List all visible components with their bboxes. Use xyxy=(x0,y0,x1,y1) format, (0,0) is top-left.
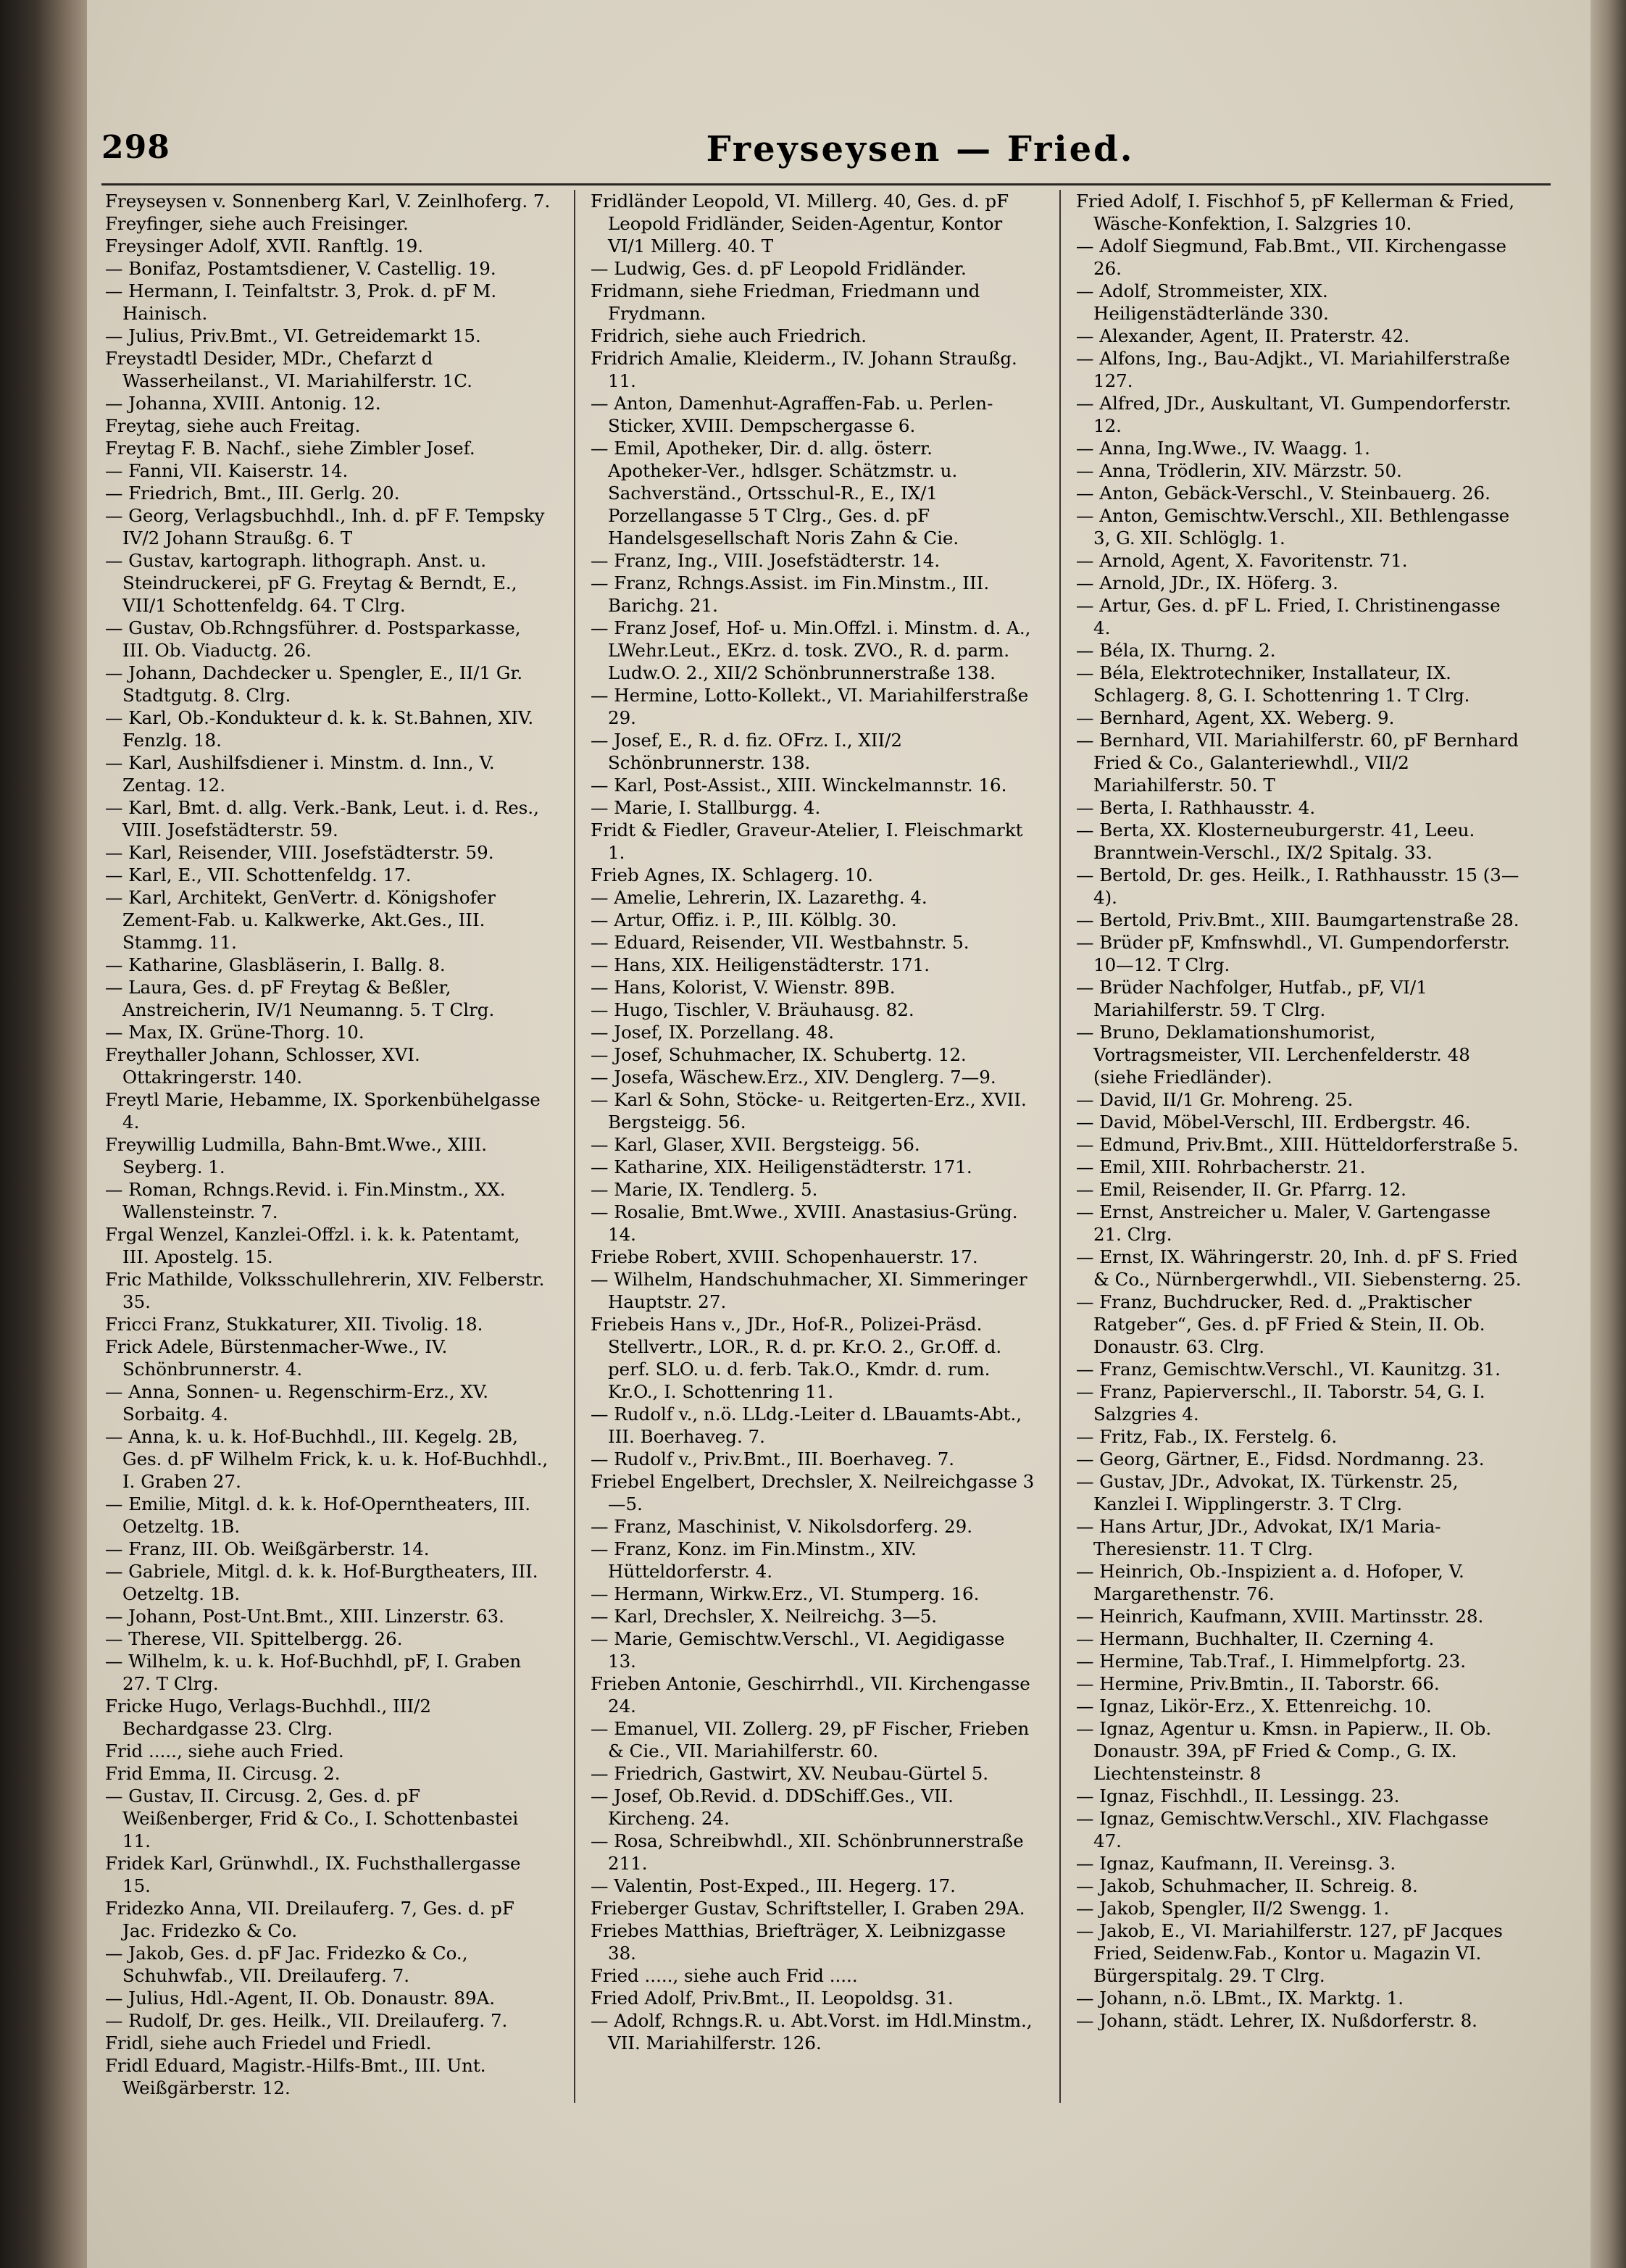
directory-entry: — Jakob, E., VI. Mariahilferstr. 127, pF Jacques Fried, Seidenw.Fab., Kontor u. Magazin VI. Bürgerspitalg. 29. T Clrg. xyxy=(1076,1920,1503,1986)
directory-entry: — Anna, Ing.Wwe., IV. Waagg. 1. xyxy=(1076,438,1370,459)
directory-entry: — Karl, Post-Assist., XIII. Winckelmannstr. 16. xyxy=(591,775,1007,796)
directory-entry: — Alfred, JDr., Auskultant, VI. Gumpendorferstr. 12. xyxy=(1076,393,1512,436)
directory-entry: Frick Adele, Bürstenmacher-Wwe., IV. Schönbrunnerstr. 4. xyxy=(105,1336,448,1380)
directory-entry: — Jakob, Ges. d. pF Jac. Fridezko & Co., Schuhwfab., VII. Dreilauferg. 7. xyxy=(105,1943,468,1986)
directory-entry: — Friedrich, Bmt., III. Gerlg. 20. xyxy=(105,483,400,504)
directory-entry: Freyfinger, siehe auch Freisinger. xyxy=(105,213,409,234)
directory-entry: — Alfons, Ing., Bau-Adjkt., VI. Mariahilferstraße 127. xyxy=(1076,348,1510,391)
directory-entry: — Ludwig, Ges. d. pF Leopold Fridländer. xyxy=(591,258,967,279)
directory-entry: Frid ....., siehe auch Fried. xyxy=(105,1740,344,1762)
directory-entry: — Emil, Reisender, II. Gr. Pfarrg. 12. xyxy=(1076,1179,1406,1200)
directory-entry: Fridl, siehe auch Friedel und Friedl. xyxy=(105,2033,432,2054)
directory-entry: — Johann, städt. Lehrer, IX. Nußdorferstr. 8. xyxy=(1076,2010,1477,2031)
directory-entry: — Hans, XIX. Heiligenstädterstr. 171. xyxy=(591,954,930,975)
directory-entry: — Ernst, Anstreicher u. Maler, V. Gartengasse 21. Clrg. xyxy=(1076,1201,1491,1245)
directory-entry: — Jakob, Schuhmacher, II. Schreig. 8. xyxy=(1076,1875,1418,1896)
running-head: Freyseysen — Fried. xyxy=(706,129,1135,170)
directory-entry: Fridezko Anna, VII. Dreilauferg. 7, Ges. d. pF Jac. Fridezko & Co. xyxy=(105,1898,514,1941)
directory-entry: — Rosalie, Bmt.Wwe., XVIII. Anastasius-Grüng. 14. xyxy=(591,1201,1018,1245)
directory-entry: — Julius, Hdl.-Agent, II. Ob. Donaustr. 89A. xyxy=(105,1988,496,2009)
directory-entry: — Max, IX. Grüne-Thorg. 10. xyxy=(105,1022,364,1043)
directory-entry: — Franz, Ing., VIII. Josefstädterstr. 14. xyxy=(591,550,941,571)
directory-entry: — Marie, Gemischtw.Verschl., VI. Aegidigasse 13. xyxy=(591,1628,1005,1672)
directory-entry: Fridek Karl, Grünwhdl., IX. Fuchsthallergasse 15. xyxy=(105,1853,521,1896)
directory-entry: — Adolf Siegmund, Fab.Bmt., VII. Kirchengasse 26. xyxy=(1076,235,1507,279)
directory-entry: — Karl, Aushilfsdiener i. Minstm. d. Inn., V. Zentag. 12. xyxy=(105,752,495,796)
column-3 xyxy=(1076,190,1522,2255)
directory-entry: — Emilie, Mitgl. d. k. k. Hof-Operntheaters, III. Oetzeltg. 1B. xyxy=(105,1493,531,1537)
directory-entry: Fridrich, siehe auch Friedrich. xyxy=(591,325,867,346)
directory-entry: — Julius, Priv.Bmt., VI. Getreidemarkt 15. xyxy=(105,325,481,346)
directory-entry: Frieberger Gustav, Schriftsteller, I. Graben 29A. xyxy=(591,1898,1025,1919)
page-header xyxy=(101,129,1543,180)
directory-entry: — Franz, Gemischtw.Verschl., VI. Kaunitzg. 31. xyxy=(1076,1359,1501,1380)
directory-entry: — Gustav, Ob.Rchngsführer. d. Postsparkasse, III. Ob. Viaductg. 26. xyxy=(105,617,521,661)
directory-entry: — Hugo, Tischler, V. Bräuhausg. 82. xyxy=(591,999,914,1020)
directory-entry: — Adolf, Strommeister, XIX. Heiligenstädterlände 330. xyxy=(1076,280,1329,324)
directory-entry: Fricci Franz, Stukkaturer, XII. Tivolig. 18. xyxy=(105,1314,483,1335)
directory-entry: — Katharine, XIX. Heiligenstädterstr. 171. xyxy=(591,1156,972,1177)
directory-entry: — Heinrich, Kaufmann, XVIII. Martinsstr. 28. xyxy=(1076,1606,1484,1627)
directory-entry: — Ignaz, Fischhdl., II. Lessingg. 23. xyxy=(1076,1785,1400,1806)
directory-entry: Friebeis Hans v., JDr., Hof-R., Polizei-Präsd. Stellvertr., LOR., R. d. pr. Kr.O. 2., Gr.Off. d. perf. SLO. u. d. ferb. Tak.O., Kmdr. d. rum. Kr.O., I. Schottenring 11. xyxy=(591,1314,1002,1402)
directory-entry: — Hermine, Tab.Traf., I. Himmelpfortg. 23. xyxy=(1076,1651,1467,1672)
directory-entry: — Bonifaz, Postamtsdiener, V. Castellig. 19. xyxy=(105,258,496,279)
directory-entry: Friebes Matthias, Briefträger, X. Leibnizgasse 38. xyxy=(591,1920,1006,1964)
directory-entry: — Wilhelm, Handschuhmacher, XI. Simmeringer Hauptstr. 27. xyxy=(591,1269,1027,1312)
directory-entry: — Anna, k. u. k. Hof-Buchhdl., III. Kegelg. 2B, Ges. d. pF Wilhelm Frick, k. u. k. Hof-Buchhdl., I. Graben 27. xyxy=(105,1426,549,1492)
directory-entry: — Hans Artur, JDr., Advokat, IX/1 Maria-Theresienstr. 11. T Clrg. xyxy=(1076,1516,1441,1559)
directory-entry: — Gustav, II. Circusg. 2, Ges. d. pF Weißenberger, Frid & Co., I. Schottenbastei 11. xyxy=(105,1785,519,1851)
directory-entry: — Bertold, Dr. ges. Heilk., I. Rathhausstr. 15 (3—4). xyxy=(1076,864,1519,908)
book-spine-edge xyxy=(0,0,87,2268)
header-rule xyxy=(101,183,1551,185)
directory-entry: — Franz, Rchngs.Assist. im Fin.Minstm., III. Barichg. 21. xyxy=(591,572,990,616)
directory-entry: — Anna, Trödlerin, XIV. Märzstr. 50. xyxy=(1076,460,1402,481)
directory-entry: — Josef, Ob.Revid. d. DDSchiff.Ges., VII. Kircheng. 24. xyxy=(591,1785,954,1829)
directory-entry: — Eduard, Reisender, VII. Westbahnstr. 5. xyxy=(591,932,970,953)
directory-entry: — Josefa, Wäschew.Erz., XIV. Denglerg. 7—9. xyxy=(591,1067,996,1088)
directory-entry: Friebe Robert, XVIII. Schopenhauerstr. 17. xyxy=(591,1246,978,1267)
directory-entry: — Franz, Buchdrucker, Red. d. „Praktischer Ratgeber“, Ges. d. pF Fried & Stein, II. Ob. Donaustr. 63. Clrg. xyxy=(1076,1291,1485,1357)
directory-entry: — Josef, E., R. d. fiz. OFrz. I., XII/2 Schönbrunnerstr. 138. xyxy=(591,730,903,773)
directory-entry: — Gustav, kartograph. lithograph. Anst. u. Steindruckerei, pF G. Freytag & Berndt, E., VII/1 Schottenfeldg. 64. T Clrg. xyxy=(105,550,517,616)
directory-entry: Fridl Eduard, Magistr.-Hilfs-Bmt., III. Unt. Weißgärberstr. 12. xyxy=(105,2055,486,2098)
directory-entry: — Ignaz, Likör-Erz., X. Ettenreichg. 10. xyxy=(1076,1696,1432,1717)
directory-entry: Frid Emma, II. Circusg. 2. xyxy=(105,1763,341,1784)
directory-entry: — Wilhelm, k. u. k. Hof-Buchhdl, pF, I. Graben 27. T Clrg. xyxy=(105,1651,522,1694)
directory-entry: Freytl Marie, Hebamme, IX. Sporkenbühelgasse 4. xyxy=(105,1089,541,1133)
directory-entry: — Bernhard, VII. Mariahilferstr. 60, pF Bernhard Fried & Co., Galanteriewhdl., VII/2 Mariahilferstr. 50. T xyxy=(1076,730,1519,796)
directory-entry: — Berta, I. Rathhausstr. 4. xyxy=(1076,797,1316,818)
directory-entry: Fridrich Amalie, Kleiderm., IV. Johann Straußg. 11. xyxy=(591,348,1017,391)
directory-entry: — Karl & Sohn, Stöcke- u. Reitgerten-Erz., XVII. Bergsteigg. 56. xyxy=(591,1089,1027,1133)
directory-entry: — Gustav, JDr., Advokat, IX. Türkenstr. 25, Kanzlei I. Wipplingerstr. 3. T Clrg. xyxy=(1076,1471,1459,1514)
directory-entry: — Brüder Nachfolger, Hutfab., pF, VI/1 Mariahilferstr. 59. T Clrg. xyxy=(1076,977,1427,1020)
directory-entry: — Amelie, Lehrerin, IX. Lazarethg. 4. xyxy=(591,887,927,908)
directory-entry: — Artur, Offiz. i. P., III. Kölblg. 30. xyxy=(591,909,897,930)
directory-entry: — Johann, Dachdecker u. Spengler, E., II/1 Gr. Stadtgutg. 8. Clrg. xyxy=(105,662,523,706)
directory-entry: Freyseysen v. Sonnenberg Karl, V. Zeinlhoferg. 7. xyxy=(105,191,551,212)
directory-entry: — Rudolf v., Priv.Bmt., III. Boerhaveg. 7. xyxy=(591,1448,955,1469)
directory-entry: — Franz, III. Ob. Weißgärberstr. 14. xyxy=(105,1538,430,1559)
directory-entry: — Arnold, Agent, X. Favoritenstr. 71. xyxy=(1076,550,1408,571)
directory-entry: — Emil, XIII. Rohrbacherstr. 21. xyxy=(1076,1156,1366,1177)
directory-entry: — David, Möbel-Verschl, III. Erdbergstr. 46. xyxy=(1076,1112,1471,1133)
directory-entry: Fried Adolf, Priv.Bmt., II. Leopoldsg. 31. xyxy=(591,1988,954,2009)
directory-entry: — Ignaz, Gemischtw.Verschl., XIV. Flachgasse 47. xyxy=(1076,1808,1489,1851)
directory-entry: — Franz Josef, Hof- u. Min.Offzl. i. Minstm. d. A., LWehr.Leut., EKrz. d. tosk. ZVO., R. d. parm. Ludw.O. 2., XII/2 Schönbrunnerstraße 138. xyxy=(591,617,1031,683)
directory-entry: Freytag, siehe auch Freitag. xyxy=(105,415,361,436)
directory-entry: — Alexander, Agent, II. Praterstr. 42. xyxy=(1076,325,1410,346)
directory-entry: — Arnold, JDr., IX. Höferg. 3. xyxy=(1076,572,1338,593)
directory-entry: — David, II/1 Gr. Mohreng. 25. xyxy=(1076,1089,1354,1110)
directory-entry: — Gabriele, Mitgl. d. k. k. Hof-Burgtheaters, III. Oetzeltg. 1B. xyxy=(105,1561,538,1604)
directory-entry: Friebel Engelbert, Drechsler, X. Neilreichgasse 3—5. xyxy=(591,1471,1035,1514)
directory-entry: — Johann, n.ö. LBmt., IX. Marktg. 1. xyxy=(1076,1988,1404,2009)
directory-entry: — Josef, Schuhmacher, IX. Schubertg. 12. xyxy=(591,1044,967,1065)
directory-entry: — Rudolf, Dr. ges. Heilk., VII. Dreilauferg. 7. xyxy=(105,2010,508,2031)
directory-entry: — Georg, Gärtner, E., Fidsd. Nordmanng. 23. xyxy=(1076,1448,1485,1469)
directory-entry: Fridländer Leopold, VI. Millerg. 40, Ges. d. pF Leopold Fridländer, Seiden-Agentur, Kontor VI/1 Millerg. 40. T xyxy=(591,191,1009,257)
directory-entry: Fridmann, siehe Friedman, Friedmann und Frydmann. xyxy=(591,280,980,324)
directory-entry: — Brüder pF, Kmfnswhdl., VI. Gumpendorferstr. 10—12. T Clrg. xyxy=(1076,932,1510,975)
directory-entry: — Bernhard, Agent, XX. Weberg. 9. xyxy=(1076,707,1395,728)
column-1 xyxy=(105,190,551,2255)
directory-entry: — Bertold, Priv.Bmt., XIII. Baumgartenstraße 28. xyxy=(1076,909,1519,930)
directory-entry: — Rudolf v., n.ö. LLdg.-Leiter d. LBauamts-Abt., III. Boerhaveg. 7. xyxy=(591,1404,1022,1447)
directory-entry: Freystadtl Desider, MDr., Chefarzt d Wasserheilanst., VI. Mariahilferstr. 1C. xyxy=(105,348,472,391)
directory-entry: — Friedrich, Gastwirt, XV. Neubau-Gürtel 5. xyxy=(591,1763,989,1784)
directory-entry: — Anton, Damenhut-Agraffen-Fab. u. Perlen-Sticker, XVIII. Dempschergasse 6. xyxy=(591,393,993,436)
directory-entry: — Franz, Papierverschl., II. Taborstr. 54, G. I. Salzgries 4. xyxy=(1076,1381,1485,1425)
directory-entry: — Ignaz, Kaufmann, II. Vereinsg. 3. xyxy=(1076,1853,1396,1874)
directory-entry: — Béla, Elektrotechniker, Installateur, IX. Schlagerg. 8, G. I. Schottenring 1. T Clrg. xyxy=(1076,662,1470,706)
directory-entry: — Josef, IX. Porzellang. 48. xyxy=(591,1022,835,1043)
directory-entry: — Georg, Verlagsbuchhdl., Inh. d. pF F. Tempsky IV/2 Johann Straußg. 6. T xyxy=(105,505,545,549)
directory-entry: — Hermine, Priv.Bmtin., II. Taborstr. 66. xyxy=(1076,1673,1440,1694)
directory-entry: — Ignaz, Agentur u. Kmsn. in Papierw., II. Ob. Donaustr. 39A, pF Fried & Comp., G. IX. Liechtensteinstr. 8 xyxy=(1076,1718,1492,1784)
directory-entry: — Karl, Architekt, GenVertr. d. Königshofer Zement-Fab. u. Kalkwerke, Akt.Ges., III. Stammg. 11. xyxy=(105,887,496,953)
directory-entry: — Fritz, Fab., IX. Ferstelg. 6. xyxy=(1076,1426,1338,1447)
directory-entry: — Béla, IX. Thurng. 2. xyxy=(1076,640,1276,661)
directory-entry: Fried Adolf, I. Fischhof 5, pF Kellerman & Fried, Wäsche-Konfektion, I. Salzgries 10. xyxy=(1076,191,1514,234)
directory-entry: — Franz, Konz. im Fin.Minstm., XIV. Hütteldorferstr. 4. xyxy=(591,1538,917,1582)
directory-entry: — Adolf, Rchngs.R. u. Abt.Vorst. im Hdl.Minstm., VII. Mariahilferstr. 126. xyxy=(591,2010,1033,2054)
directory-entry: — Hermann, Wirkw.Erz., VI. Stumperg. 16. xyxy=(591,1583,980,1604)
directory-entry: — Heinrich, Ob.-Inspizient a. d. Hofoper, V. Margarethenstr. 76. xyxy=(1076,1561,1464,1604)
directory-entry: — Karl, E., VII. Schottenfeldg. 17. xyxy=(105,864,412,885)
directory-entry: Freytag F. B. Nachf., siehe Zimbler Josef. xyxy=(105,438,475,459)
directory-entry: — Karl, Drechsler, X. Neilreichg. 3—5. xyxy=(591,1606,938,1627)
directory-entry: — Bruno, Deklamationshumorist, Vortragsmeister, VII. Lerchenfelderstr. 48 (siehe Friedländer). xyxy=(1076,1022,1470,1088)
directory-entry: — Hermann, Buchhalter, II. Czerning 4. xyxy=(1076,1628,1435,1649)
directory-entry: — Ernst, IX. Währingerstr. 20, Inh. d. pF S. Fried & Co., Nürnbergerwhdl., VII. Siebensterng. 25. xyxy=(1076,1246,1522,1290)
page-right-edge xyxy=(1590,0,1626,2268)
directory-entry: — Edmund, Priv.Bmt., XIII. Hütteldorferstraße 5. xyxy=(1076,1134,1519,1155)
directory-entry: Fric Mathilde, Volksschullehrerin, XIV. Felberstr. 35. xyxy=(105,1269,545,1312)
directory-entry: — Artur, Ges. d. pF L. Fried, I. Christinengasse 4. xyxy=(1076,595,1501,638)
directory-entry: Frieb Agnes, IX. Schlagerg. 10. xyxy=(591,864,873,885)
directory-entry: — Berta, XX. Klosterneuburgerstr. 41, Leeu. Branntwein-Verschl., IX/2 Spitalg. 33. xyxy=(1076,820,1475,863)
directory-entry: — Hans, Kolorist, V. Wienstr. 89B. xyxy=(591,977,896,998)
column-divider xyxy=(1059,190,1061,2103)
directory-entry: — Therese, VII. Spittelbergg. 26. xyxy=(105,1628,403,1649)
column-2 xyxy=(591,190,1036,2255)
directory-entry: — Emanuel, VII. Zollerg. 29, pF Fischer, Frieben & Cie., VII. Mariahilferstr. 60. xyxy=(591,1718,1030,1762)
directory-entry: — Anna, Sonnen- u. Regenschirm-Erz., XV. Sorbaitg. 4. xyxy=(105,1381,489,1425)
directory-entry: — Karl, Reisender, VIII. Josefstädterstr. 59. xyxy=(105,842,494,863)
directory-entry: — Anton, Gebäck-Verschl., V. Steinbauerg. 26. xyxy=(1076,483,1490,504)
directory-entry: Fridt & Fiedler, Graveur-Atelier, I. Fleischmarkt 1. xyxy=(591,820,1023,863)
directory-entry: Freysinger Adolf, XVII. Ranftlg. 19. xyxy=(105,235,424,257)
directory-entry: Fricke Hugo, Verlags-Buchhdl., III/2 Bechardgasse 23. Clrg. xyxy=(105,1696,432,1739)
directory-entry: — Marie, IX. Tendlerg. 5. xyxy=(591,1179,818,1200)
directory-entry: Freythaller Johann, Schlosser, XVI. Ottakringerstr. 140. xyxy=(105,1044,420,1088)
directory-entry: Frgal Wenzel, Kanzlei-Offzl. i. k. k. Patentamt, III. Apostelg. 15. xyxy=(105,1224,520,1267)
directory-entry: — Katharine, Glasbläserin, I. Ballg. 8. xyxy=(105,954,446,975)
directory-entry: — Fanni, VII. Kaiserstr. 14. xyxy=(105,460,349,481)
directory-entry: — Hermine, Lotto-Kollekt., VI. Mariahilferstraße 29. xyxy=(591,685,1029,728)
directory-entry: — Karl, Bmt. d. allg. Verk.-Bank, Leut. i. d. Res., VIII. Josefstädterstr. 59. xyxy=(105,797,539,841)
directory-entry: — Johanna, XVIII. Antonig. 12. xyxy=(105,393,381,414)
directory-entry: — Laura, Ges. d. pF Freytag & Beßler, Anstreicherin, IV/1 Neumanng. 5. T Clrg. xyxy=(105,977,495,1020)
directory-entry: — Karl, Ob.-Kondukteur d. k. k. St.Bahnen, XIV. Fenzlg. 18. xyxy=(105,707,534,751)
directory-entry: — Jakob, Spengler, II/2 Swengg. 1. xyxy=(1076,1898,1390,1919)
column-divider xyxy=(574,190,575,2103)
page-number: 298 xyxy=(101,129,170,166)
directory-entry: — Roman, Rchngs.Revid. i. Fin.Minstm., XX. Wallensteinstr. 7. xyxy=(105,1179,506,1222)
directory-entry: — Johann, Post-Unt.Bmt., XIII. Linzerstr. 63. xyxy=(105,1606,504,1627)
directory-entry: — Emil, Apotheker, Dir. d. allg. österr. Apotheker-Ver., hdlsger. Schätzmstr. u. Sachverständ., Ortsschul-R., E., IX/1 Porzellangasse 5 T Clrg., Ges. d. pF Handelsgesellschaft Noris Zahn & Cie. xyxy=(591,438,959,549)
directory-entry: — Marie, I. Stallburgg. 4. xyxy=(591,797,821,818)
directory-entry: — Karl, Glaser, XVII. Bergsteigg. 56. xyxy=(591,1134,920,1155)
directory-entry: Freywillig Ludmilla, Bahn-Bmt.Wwe., XIII. Seyberg. 1. xyxy=(105,1134,488,1177)
directory-entry: — Rosa, Schreibwhdl., XII. Schönbrunnerstraße 211. xyxy=(591,1830,1024,1874)
directory-entry: Frieben Antonie, Geschirrhdl., VII. Kirchengasse 24. xyxy=(591,1673,1030,1717)
directory-entry: — Franz, Maschinist, V. Nikolsdorferg. 29. xyxy=(591,1516,972,1537)
directory-entry: — Valentin, Post-Exped., III. Hegerg. 17. xyxy=(591,1875,956,1896)
directory-entry: Fried ....., siehe auch Frid ..... xyxy=(591,1965,858,1986)
directory-entry: — Anton, Gemischtw.Verschl., XII. Bethlengasse 3, G. XII. Schlöglg. 1. xyxy=(1076,505,1510,549)
directory-entry: — Hermann, I. Teinfaltstr. 3, Prok. d. pF M. Hainisch. xyxy=(105,280,497,324)
